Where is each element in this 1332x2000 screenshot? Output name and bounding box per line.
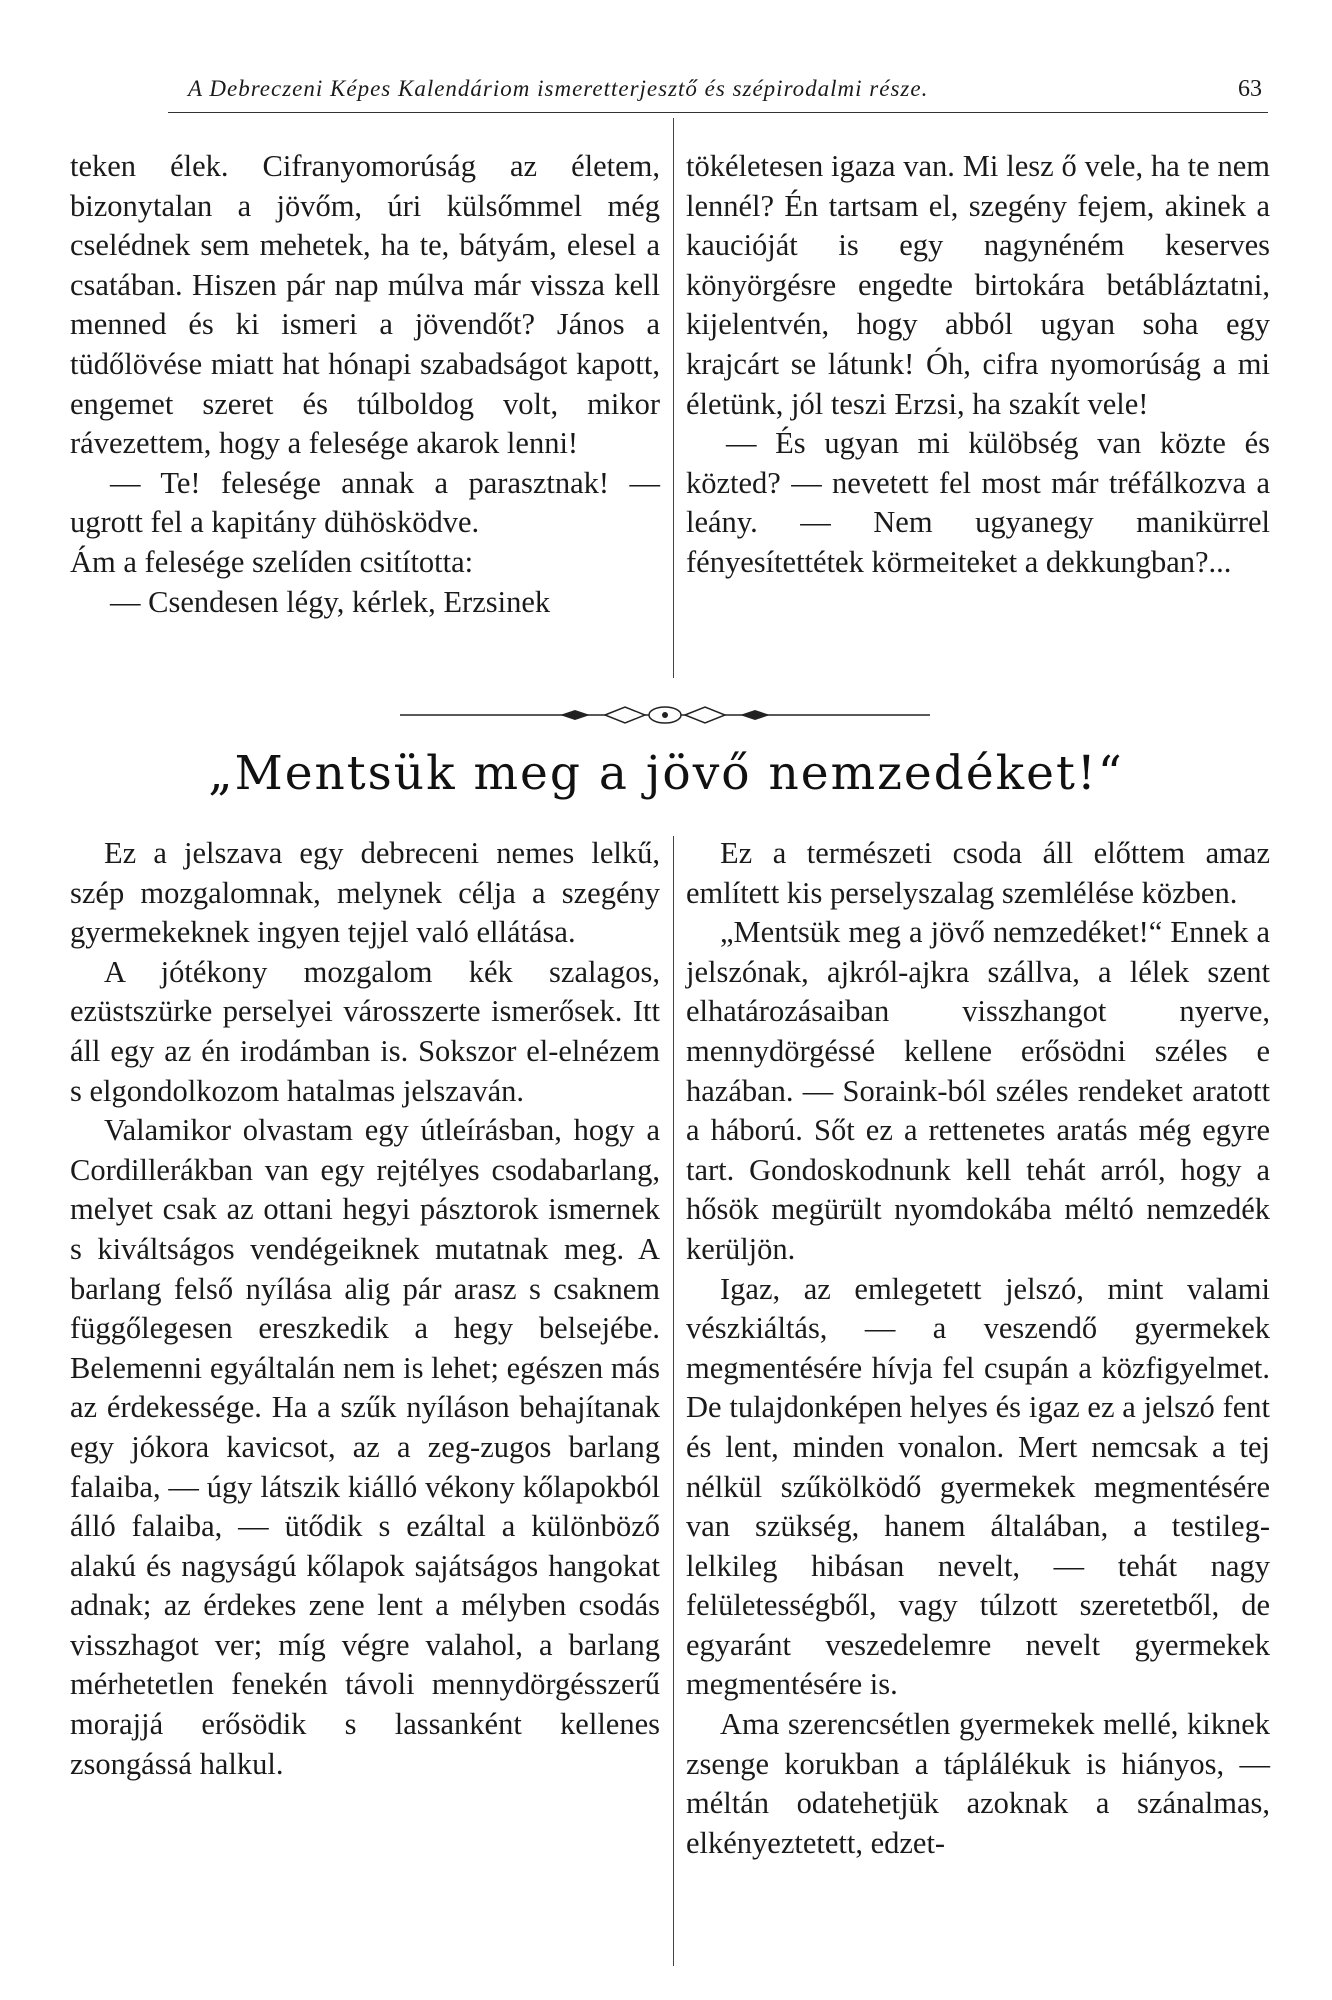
page-number: 63 bbox=[1238, 76, 1262, 102]
paragraph: „Mentsük meg a jövő nemzedéket!“ Ennek a jelszónak, ajkról-ajkra szállva, a lélek szent elhatározásaiban visszhangot nyerve, mennydörgéssé kellene erősödni széles e hazában. — Soraink-ból széles rendeket aratott a háború. Sőt ez a rettenetes aratás még egyre tart. Gondoskodnunk kell tehát arról, hogy a hősök megürült nyomdokába méltó nemzedék kerüljön. bbox=[686, 915, 1270, 1266]
article-right-column bbox=[686, 834, 1270, 1863]
paragraph: Ez a jelszava egy debreceni nemes lelkű, szép mozgalomnak, melynek célja a szegény gyermekeknek ingyen tejjel való ellátása. bbox=[70, 836, 660, 950]
paragraph: — És ugyan mi külöbség van közte és közted? — nevetett fel most már tréfálkozva a leány. — Nem ugyanegy manikürrel fényesítettétek körmeiteket a dekkungban?... bbox=[686, 426, 1270, 579]
paragraph: A jótékony mozgalom kék szalagos, ezüstszürke perselyei városszerte ismerősek. Itt áll egy az én irodámban is. Sokszor el-elnézem s elgondolkozom hatalmas jelszaván. bbox=[70, 954, 660, 1108]
paragraph: tökéletesen igaza van. Mi lesz ő vele, ha te nem lennél? Én tartsam el, szegény fejem, akinek a kaucióját is egy nagynéném keserves könyörgésre engedte birtokára betábláztatni, kijelentvén, hogy abból ugyan soha egy krajcárt se látunk! Óh, cifra nyomorúság a mi életünk, jól teszi Erzsi, ha szakít vele! bbox=[686, 149, 1270, 421]
article-title: „Mentsük meg a jövő nemzedéket!“ bbox=[208, 746, 1124, 801]
running-title: A Debreczeni Képes Kalendáriom ismeretterjesztő és szépirodalmi része. bbox=[188, 76, 929, 101]
paragraph: — Csendesen légy, kérlek, Erzsinek bbox=[110, 584, 551, 619]
running-header bbox=[168, 68, 1268, 113]
paragraph: — Te! felesége annak a parasztnak! — ugrott fel a kapitány dühösködve. bbox=[70, 465, 660, 540]
top-left-column bbox=[70, 147, 660, 622]
top-right-column bbox=[686, 147, 1270, 583]
column-divider-top bbox=[673, 118, 674, 678]
paragraph: Ez a természeti csoda áll előttem amaz említett kis perselyszalag szemlélése közben. bbox=[686, 836, 1270, 910]
paragraph: Igaz, az emlegetett jelszó, mint valami vészkiáltás, — a veszendő gyermekek megmentésére hívja fel csupán a közfigyelmet. De tulajdonképen helyes és igaz ez a jelszó fent és lent, minden vonalon. Mert nemcsak a tej nélkül szűkölködő gyermekek megmentésére van szükség, hanem általában, a testileg-lelkileg hibásan nevelt, — tehát nagy felületességből, vagy túlzott szeretetből, de egyaránt veszedelemre nevelt gyermekek megmentésére is. bbox=[686, 1271, 1270, 1702]
paragraph: Ama szerencsétlen gyermekek mellé, kiknek zsenge korukban a táplálékuk is hiányos, — méltán odatehetjük azoknak a szánalmas, elkényeztetett, edzet- bbox=[686, 1707, 1270, 1860]
section-divider-ornament bbox=[400, 703, 930, 727]
paragraph: teken élek. Cifranyomorúság az életem, bizonytalan a jövőm, úri külsőmmel még cselédnek sem mehetek, ha te, bátyám, elesel a csatában. Hiszen pár nap múlva már vissza kell menned és ki ismeri a jövendőt? János a tüdőlövése miatt hat hónapi szabadságot kapott, engemet szeret és túlboldog volt, mikor rávezettem, hogy a felesége akarok lenni! bbox=[70, 149, 660, 461]
paragraph: Ám a felesége szelíden csitította: bbox=[70, 544, 474, 579]
column-divider-bottom bbox=[673, 836, 674, 1966]
paragraph: Valamikor olvastam egy útleírásban, hogy a Cordillerákban van egy rejtélyes csodabarlang, melyet csak az ottani hegyi pásztorok ismernek s kiváltságos vendégeiknek mutatnak meg. A barlang felső nyílása alig pár arasz s csaknem függőlegesen ereszkedik a hegy belsejébe. Belemenni egyáltalán nem is lehet; egészen más az érdekessége. Ha a szűk nyíláson behajítanak egy jókora kavicsot, az a zeg-zugos barlang falaiba, — úgy látszik kiálló vékony kőlapokból álló falaiba, — ütődik s ezáltal a különböző alakú és nagyságú kőlapok sajátságos hangokat adnak; az érdekes zene lent a mélyben csodás visszhagot ver; míg végre valahol, a barlang mérhetetlen fenekén távoli mennydörgésszerű morajjá erősödik s lassanként kellenes zsongássá halkul. bbox=[70, 1113, 660, 1781]
article-left-column bbox=[70, 834, 660, 1784]
